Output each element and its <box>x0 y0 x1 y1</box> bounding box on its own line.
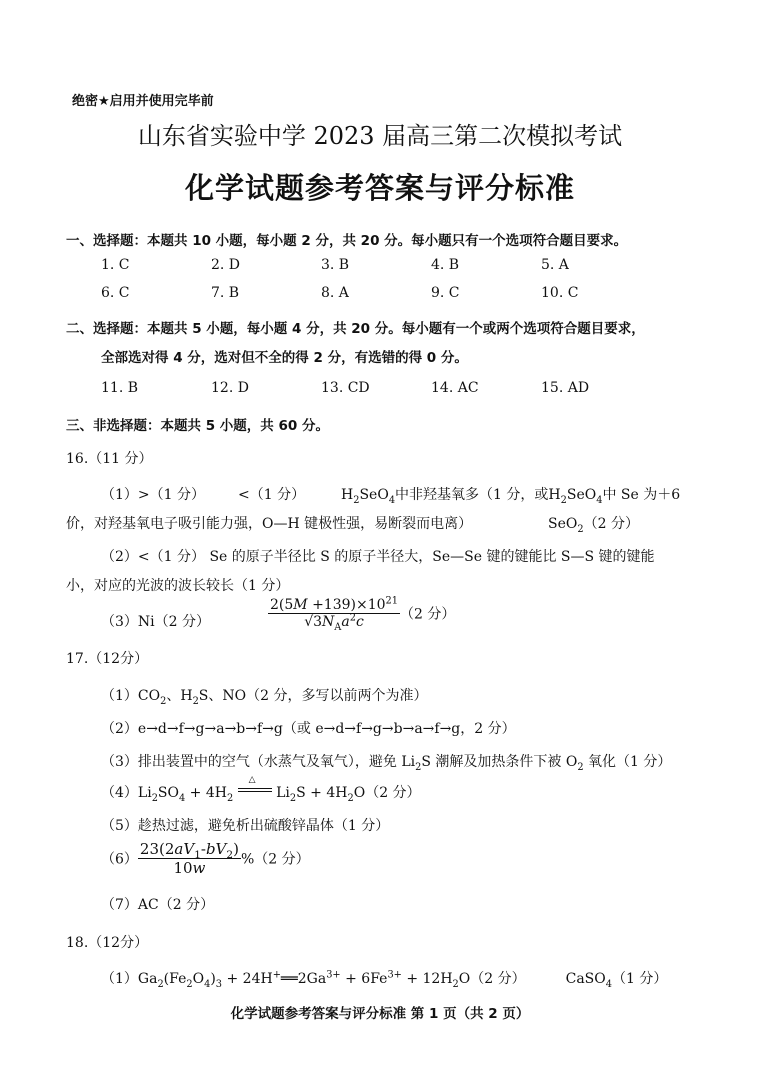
answer-item: 10. C <box>541 285 579 301</box>
section-2-heading-cont: 全部选对得 4 分，选对但不全的得 2 分，有选错的得 0 分。 <box>101 350 468 366</box>
answer-item: 12. D <box>211 380 249 396</box>
q16-part3-a: （3）Ni（2 分） <box>101 614 210 630</box>
q16-density-formula: $\frac{2(5M +139)\times 10^{21}}{√3N_Aa^2c}$ （2 分） <box>270 595 456 633</box>
section-1-heading: 一、选择题：本题共 10 小题，每小题 2 分，共 20 分。每小题只有一个选项符合题目要求。 <box>66 233 628 249</box>
q17-part1: $(1)CO_2$、$H_2S$、NO（2 分，多写以前两个为准） <box>101 688 428 707</box>
answer-item: 3. B <box>321 257 350 273</box>
confidential-note: 绝密★启用并使用完毕前 <box>72 94 214 109</box>
question-17-label: 17.（12分） <box>66 651 149 667</box>
question-18-label: 18.（12分） <box>66 935 149 951</box>
answer-row <box>101 380 661 396</box>
q17-part4: $(4)Li_2SO_4 + 4H_2$ △ $Li_2S + 4H_2O(2$ 分） <box>101 775 421 804</box>
question-16-label: 16.（11 分） <box>66 451 153 467</box>
q17-part7: （7）AC（2 分） <box>101 897 215 913</box>
q16-part1-a: （1）>（1 分） <box>101 487 205 503</box>
q17-part6: （6） $\frac{23(2aV_1-bV_2)}{10w}$ %（2 分） <box>101 840 310 877</box>
answer-item: 13. CD <box>321 380 370 396</box>
section-2-heading: 二、选择题：本题共 5 小题，每小题 4 分，共 20 分。每小题有一个或两个选项符合题目要求， <box>66 321 645 337</box>
q17-part5: （5）趁热过滤，避免析出硫酸锌晶体（1 分） <box>101 818 390 834</box>
page-title: 化学试题参考答案与评分标准 <box>184 171 575 205</box>
answer-item: 8. A <box>321 285 349 301</box>
q17-part2: （2）e→d→f→g→a→b→f→g（或 e→d→f→g→b→a→f→g，2 分） <box>101 721 516 737</box>
answer-row <box>101 257 661 273</box>
q16-part1-e: SeO$_2$（2 分） <box>548 516 639 535</box>
exam-school-title: 山东省实验中学 2023 届高三第二次模拟考试 <box>137 122 623 150</box>
q16-part2-line2: 小，对应的光波的波长较长（1 分） <box>66 578 290 594</box>
answer-item: 4. B <box>431 257 460 273</box>
answer-item: 14. AC <box>431 380 479 396</box>
answer-item: 1. C <box>101 257 130 273</box>
answer-row <box>101 285 661 301</box>
section-3-heading: 三、非选择题：本题共 5 小题，共 60 分。 <box>66 418 329 434</box>
q17-part3: （3）排出装置中的空气（水蒸气及氧气），避免 $Li_2S$ 潮解及加热条件下被 $O_2$ 氧化（1 分） <box>101 754 672 773</box>
answer-item: 9. C <box>431 285 460 301</box>
q16-part1-c: $H_2SeO_4$中非羟基氧多（1 分，或$H_2SeO_4$中 Se 为＋6 <box>341 487 681 506</box>
page-footer: 化学试题参考答案与评分标准 第 1 页（共 2 页） <box>230 1006 530 1022</box>
answer-item: 5. A <box>541 257 569 273</box>
answer-item: 7. B <box>211 285 240 301</box>
answer-item: 6. C <box>101 285 130 301</box>
answer-item: 11. B <box>101 380 139 396</box>
answer-item: 2. D <box>211 257 241 273</box>
q16-part1-b: <（1 分） <box>238 487 306 503</box>
q16-part1-line2: 价，对羟基氧电子吸引能力强，O—H 键极性强，易断裂而电离） <box>66 516 473 532</box>
q16-part2-line1: （2）<（1 分） Se 的原子半径比 S 的原子半径大，Se—Se 键的键能比 S—S 键的键能 <box>101 549 655 565</box>
q18-part1: $(1)Ga_2(Fe_2O_4)_3$ + $24H^+══2Ga^{3+} + 6Fe^{3+} + 12H_2O(2$ 分） CaSO$_4$（1 分） <box>101 969 668 990</box>
answer-item: 15. AD <box>541 380 590 396</box>
